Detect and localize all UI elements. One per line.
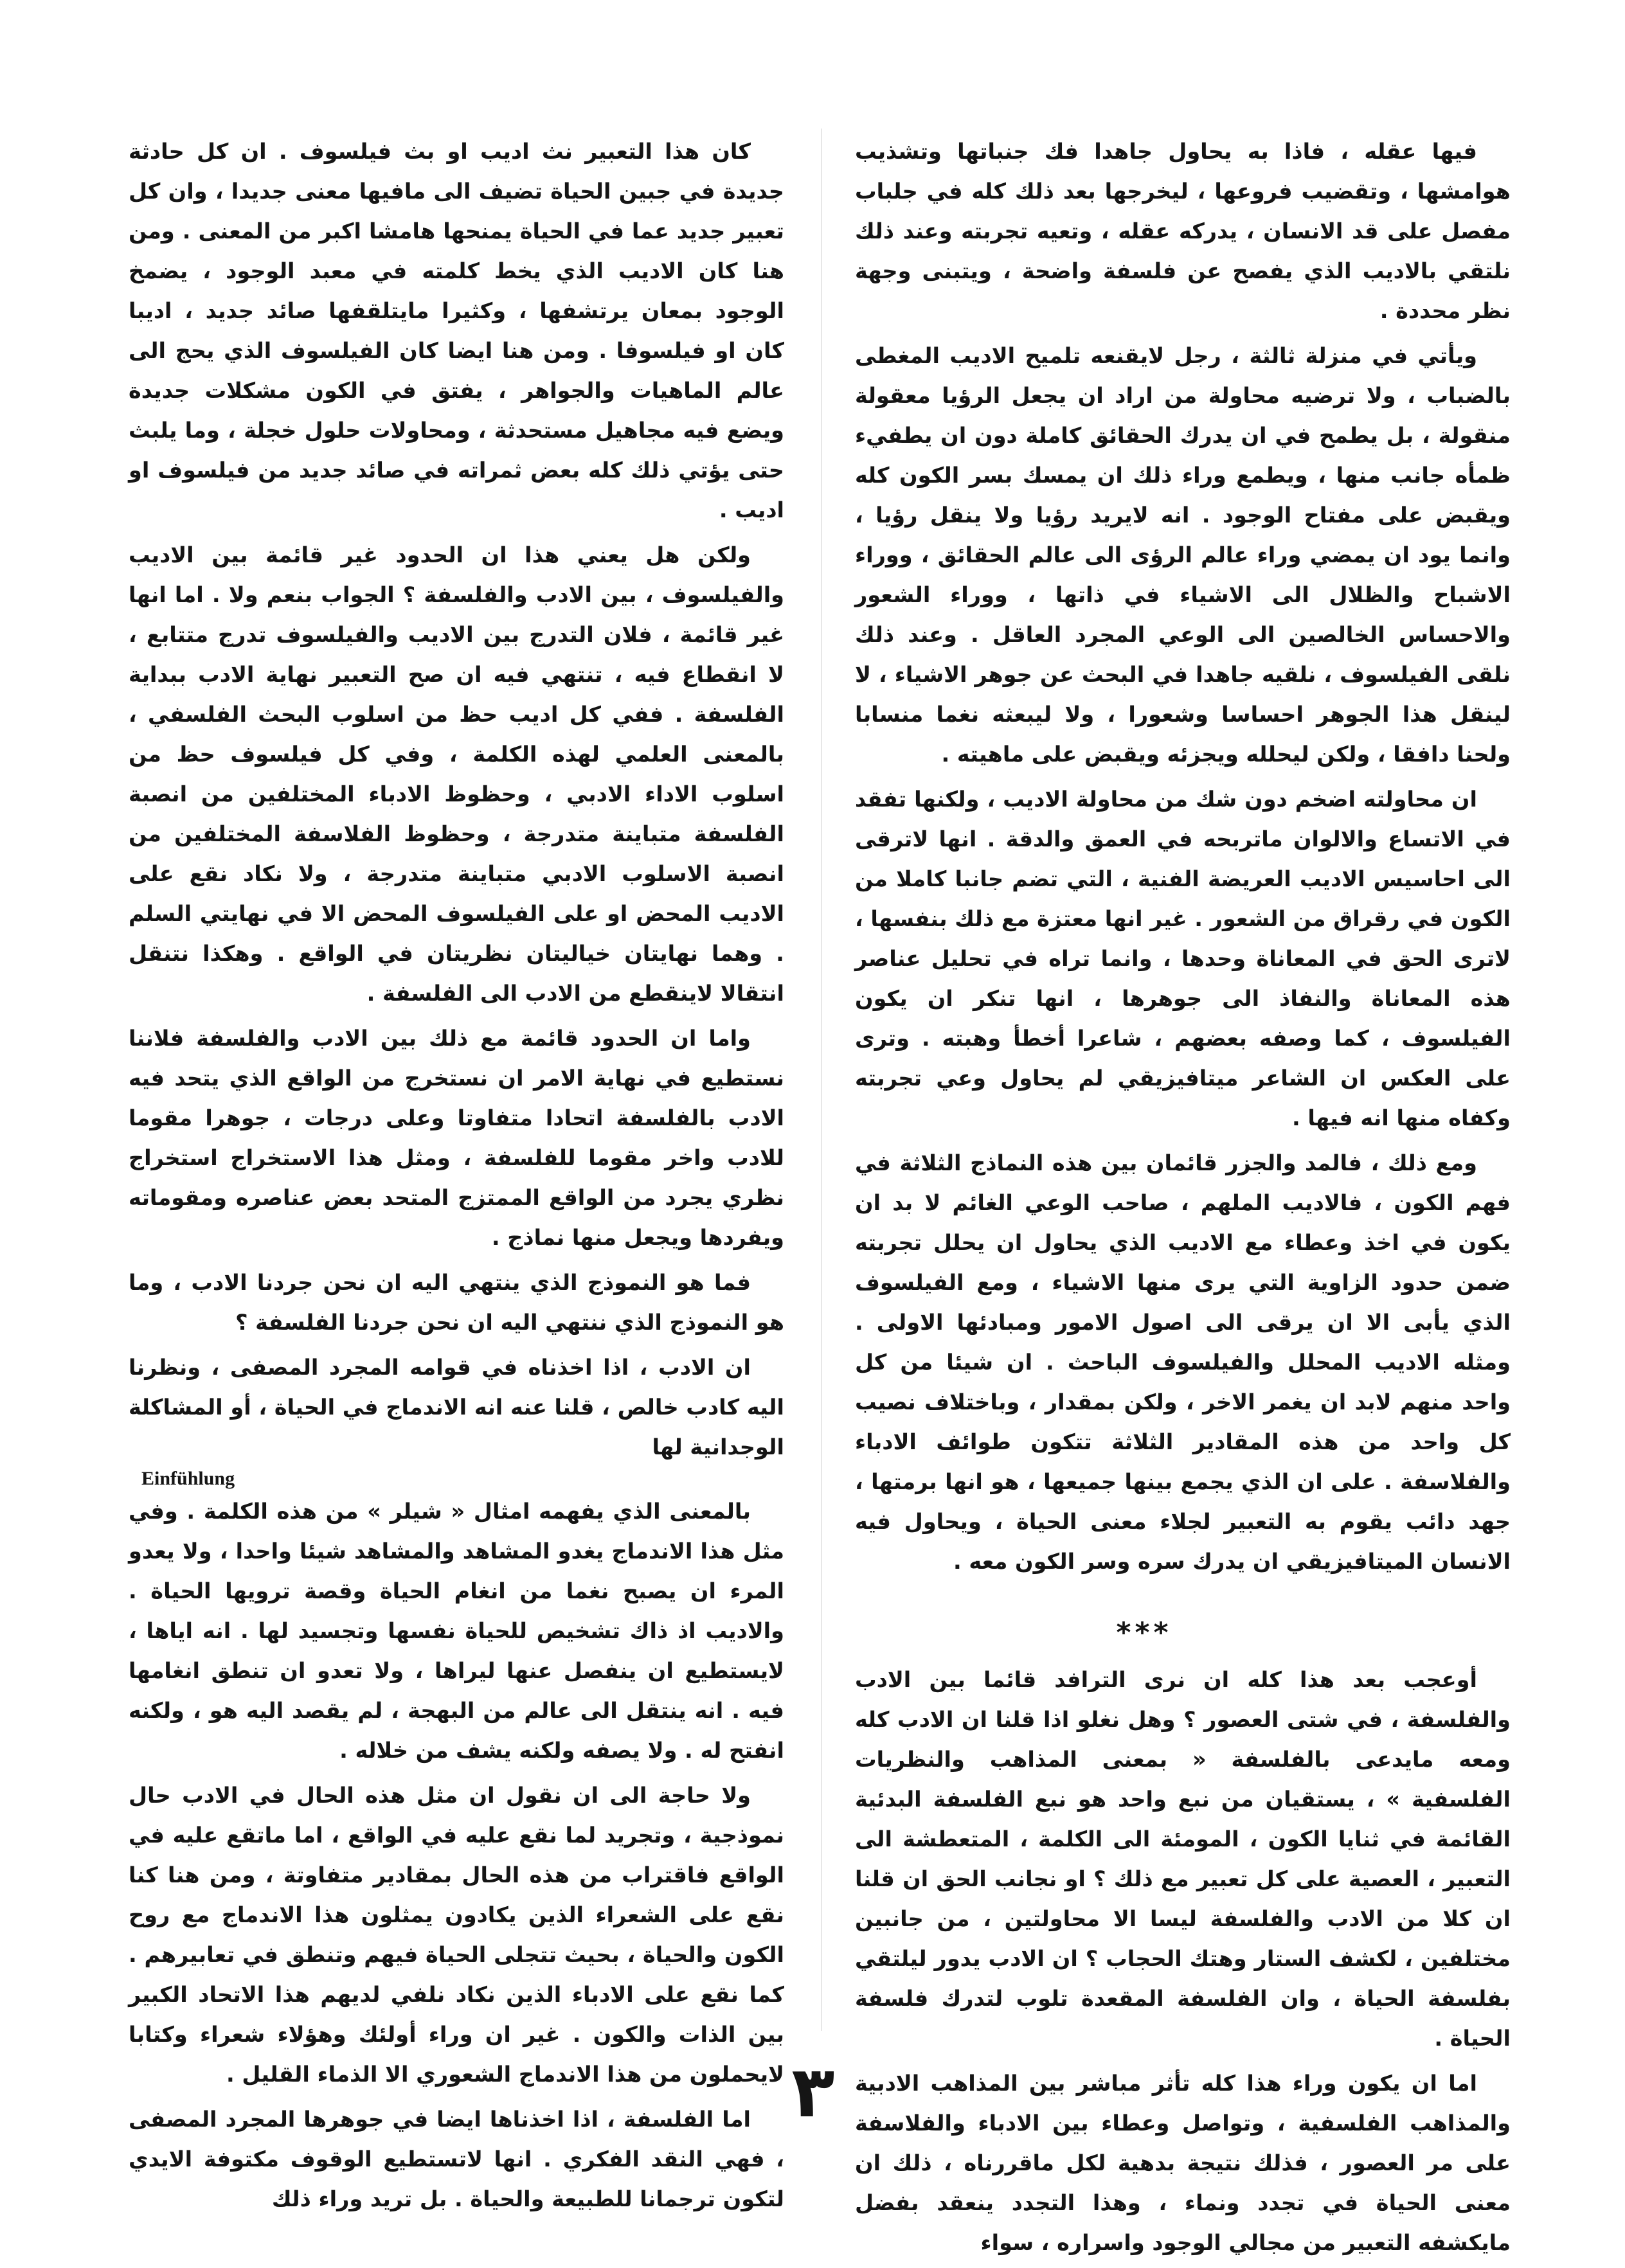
paragraph: أوعجب بعد هذا كله ان نرى الترافد قائما بين الادب والفلسفة ، في شتى العصور ؟ وهل نغلو اذا قلنا ان الادب كله ومعه مايدعى بالفلسفة « بمعنى المذاهب والنظريات الفلسفية » ، يستقيان من نبع واحد هو نبع الفلسفة البدئية القائمة في ثنايا الكون ، المومئة الى الكلمة ، المتعطشة الى التعبير ، العصية على كل تعبير مع ذلك ؟ او نجانب الحق ان قلنا ان كلا من الادب والفلسفة ليسا الا محاولتين ، من جانبين مختلفين ، لكشف الستار وهتك الحجاب ؟ ان الادب يدور ليلتقي بفلسفة الحياة ، وان الفلسفة المقعدة تلوب لتدرك فلسفة الحياة . — [855, 1667, 1511, 2051]
paragraph: اما الفلسفة ، اذا اخذناها ايضا في جوهرها المجرد المصفى ، فهي النقد الفكري . انها لاتستطيع الوقوف مكتوفة الايدي لتكون ترجمانا للطبيعة والحياة . بل تريد وراء ذلك — [129, 2107, 784, 2211]
paragraph: اما ان يكون وراء هذا كله تأثر مباشر بين المذاهب الادبية والمذاهب الفلسفية ، وتواصل وعطاء بين الادباء والفلاسفة على مر العصور ، فذلك نتيجة بدهية لكل ماقررناه ، ذلك ان معنى الحياة في تجدد ونماء ، وهذا التجدد ينعقد بفضل مايكشفه التعبير من مجالي الوجود واسراره ، سواء — [855, 2071, 1511, 2255]
paragraph: كان هذا التعبير نث اديب او بث فيلسوف . ان كل حادثة جديدة في جبين الحياة تضيف الى مافيها معنى جديدا ، وان كل تعبير جديد عما في الحياة يمنحها هامشا اكبر من المعنى . ومن هنا كان الاديب الذي يخط كلمته في معبد الوجود ، يضمخ الوجود بمعان يرتشفها ، وكثيرا مايتلقفها صائد جديد ، اديبا كان او فيلسوفا . ومن هنا ايضا كان الفيلسوف الذي يحج الى عالم الماهيات والجواهر ، يفتق في الكون مشكلات جديدة ويضع فيه مجاهيل مستحدثة ، ومحاولات حلول خجلة ، وما يلبث حتى يؤتي ذلك كله بعض ثمراته في صائد جديد من فيلسوف او اديب . — [129, 139, 784, 522]
right-column — [855, 132, 1511, 2268]
foreign-term: Einfühlung — [141, 1468, 235, 1489]
paragraph: ولا حاجة الى ان نقول ان مثل هذه الحال في الادب حال نموذجية ، وتجريد لما نقع عليه في الواقع ، اما ماتقع عليه في الواقع فاقتراب من هذه الحال بمقادير متفاوتة ، ومن هنا كنا نقع على الشعراء الذين يكادون يمثلون هذا الاندماج مع روح الكون والحياة ، بحيث تتجلى الحياة فيهم وتنطق في تعابيرهم . كما نقع على الادباء الذين نكاد نلفي لديهم هذا الاتحاد الكبير بين الذات والكون . غير ان وراء أولئك وهؤلاء شعراء وكتابا لايحملون من هذا الاندماج الشعوري الا الذماء القليل . — [129, 1783, 784, 2087]
paragraph: فيها عقله ، فاذا به يحاول جاهدا فك جنباتها وتشذيب هوامشها ، وتقضيب فروعها ، ليخرجها بعد ذلك كله في جلباب مفصل على قد الانسان ، يدركه عقله ، وتعيه تجربته وعند ذلك نلتقي بالاديب الذي يفصح عن فلسفة واضحة ، ويتبنى وجهة نظر محددة . — [855, 139, 1511, 323]
paragraph: ولكن هل يعني هذا ان الحدود غير قائمة بين الاديب والفيلسوف ، بين الادب والفلسفة ؟ الجواب بنعم ولا . اما انها غير قائمة ، فلان التدرج بين الاديب والفيلسوف تدرج متتابع ، لا انقطاع فيه ، تنتهي فيه ان صح التعبير نهاية الادب ببداية الفلسفة . ففي كل اديب حظ من اسلوب البحث الفلسفي ، بالمعنى العلمي لهذه الكلمة ، وفي كل فيلسوف حظ من اسلوب الاداء الادبي ، وحظوظ الادباء المختلفين من انصبة الفلسفة متباينة متدرجة ، وحظوظ الفلاسفة المختلفين من انصبة الاسلوب الادبي متباينة متدرجة ، ولا نكاد نقع على الاديب المحض او على الفيلسوف المحض الا في نهايتي السلم . وهما نهايتان خياليتان نظريتان في الواقع . وهكذا نتنقل انتقالا لاينقطع من الادب الى الفلسفة . — [129, 542, 784, 1006]
paragraph: ويأتي في منزلة ثالثة ، رجل لايقنعه تلميح الاديب المغطى بالضباب ، ولا ترضيه محاولة من اراد ان يجعل الرؤيا معقولة منقولة ، بل يطمح في ان يدرك الحقائق كاملة دون ان يطفيء ظمأه جانب منها ، ويطمع وراء ذلك ان يمسك بسر الكون كله ويقبض على مفتاح الوجود . انه لايريد رؤيا ولا ينقل رؤيا ، وانما يود ان يمضي وراء عالم الرؤى الى عالم الحقائق ، ووراء الاشباح والظلال الى الاشياء في ذاتها ، ووراء الشعور والاحساس الخالصين الى الوعي المجرد العاقل . وعند ذلك نلقى الفيلسوف ، نلقيه جاهدا في البحث عن جوهر الاشياء ، لا لينقل هذا الجوهر احساسا وشعورا ، ولا ليبعثه نغما منسابا ولحنا دافقا ، ولكن ليحلله ويجزئه ويقبض على ماهيته . — [855, 343, 1511, 767]
column-divider — [821, 129, 822, 2031]
paragraph: فما هو النموذج الذي ينتهي اليه ان نحن جردنا الادب ، وما هو النموذج الذي ننتهي اليه ان نحن جردنا الفلسفة ؟ — [129, 1270, 784, 1335]
paragraph: بالمعنى الذي يفهمه امثال « شيلر » من هذه الكلمة . وفي مثل هذا الاندماج يغدو المشاهد والمشاهد شيئا واحدا ، ولا يعدو المرء ان يصبح نغما من انغام الحياة وقصة ترويها الحياة . والاديب اذ ذاك تشخيص للحياة نفسها وتجسيد لها . انه اياها ، لايستطيع ان ينفصل عنها ليراها ، ولا تعدو ان تنطق انغامها فيه . انه ينتقل الى عالم من البهجة ، لم يقصد اليه هو ، ولكنه انفتح له . ولا يصفه ولكنه يشف من خلاله . — [129, 1499, 784, 1763]
paragraph: ومع ذلك ، فالمد والجزر قائمان بين هذه النماذج الثلاثة في فهم الكون ، فالاديب الملهم ، صاحب الوعي الغائم لا بد ان يكون في اخذ وعطاء مع الاديب الذي يحاول ان يحلل تجربته ضمن حدود الزاوية التي يرى منها الاشياء ، ومع الفيلسوف الذي يأبى الا ان يرقى الى اصول الامور ومبادئها الاولى . ومثله الاديب المحلل والفيلسوف الباحث . ان شيئا من كل واحد منهم لابد ان يغمر الاخر ، ولكن بمقدار ، وباختلاف نصيب كل واحد من هذه المقادير الثلاثة تتكون طوائف الادباء والفلاسفة . على ان الذي يجمع بينها جميعها ، هو انها برمتها ، جهد دائب يقوم به التعبير لجلاء معنى الحياة ، ويحاول فيه الانسان الميتافيزيقي ان يدرك سره وسر الكون معه . — [855, 1150, 1511, 1574]
paragraph: ان محاولته اضخم دون شك من محاولة الاديب ، ولكنها تفقد في الاتساع والالوان ماتربحه في العمق والدقة . انها لاترقى الى احاسيس الاديب العريضة الفنية ، التي تضم جانبا كاملا من الكون في رقراق من الشعور . غير انها معتزة مع ذلك بنفسها ، لاترى الحق في المعاناة وحدها ، وانما تراه في تحليل عناصر هذه المعاناة والنفاذ الى جوهرها ، انها تنكر ان يكون الفيلسوف ، كما وصفه بعضهم ، شاعرا أخطأ وهبته . وترى على العكس ان الشاعر ميتافيزيقي لم يحاول وعي تجربته وكفاه منها انه فيها . — [855, 787, 1511, 1130]
paragraph: ان الادب ، اذا اخذناه في قوامه المجرد المصفى ، ونظرنا اليه كادب خالص ، قلنا عنه انه الاندماج في الحياة ، أو المشاكلة الوجدانية لها — [129, 1355, 784, 1460]
left-column — [129, 132, 784, 2224]
paragraph: واما ان الحدود قائمة مع ذلك بين الادب والفلسفة فلاننا نستطيع في نهاية الامر ان نستخرج من الواقع الذي يتحد فيه الادب بالفلسفة اتحادا متفاوتا وعلى درجات ، جوهرا مقوما للادب واخر مقوما للفلسفة ، ومثل هذا الاستخراج استخراج نظري يجرد من الواقع الممتزج المتحد بعض عناصره ومقوماته ويفردها ويجعل منها نماذج . — [129, 1026, 784, 1250]
section-separator-stars: *** — [1116, 1616, 1172, 1649]
page-number: ٣ — [791, 2051, 835, 2133]
